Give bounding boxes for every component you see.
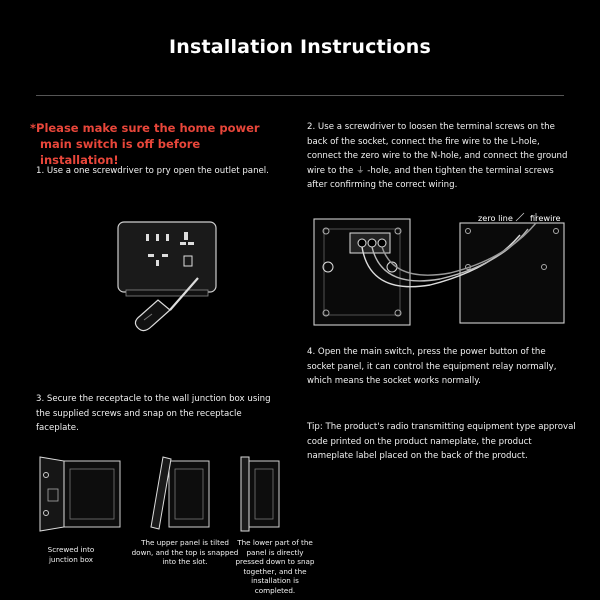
wiring-diagram xyxy=(310,215,580,335)
zero-line-label: zero line xyxy=(478,213,513,223)
warning-line-1: *Please make sure the home power xyxy=(30,121,260,135)
tip-text: Tip: The product's radio transmitting equipment type approval code printed on the product nameplate, the product nameplate label placed on the back of the product. xyxy=(307,422,576,462)
title-divider xyxy=(36,95,564,96)
step-1-text: 1. Use a one screwdriver to pry open the outlet panel. xyxy=(36,166,269,176)
caption-screwed-into-box: Screwed into junction box xyxy=(47,545,95,564)
caption-upper-panel-tilted: The upper panel is tilted down, and the top is snapped into the slot. xyxy=(131,538,239,566)
caption-lower-panel-pressed: The lower part of the panel is directly pressed down to snap together, and the installation is completed. xyxy=(235,538,315,595)
panel-press-illustration xyxy=(235,455,295,535)
warning-line-2: main switch is off before installation! xyxy=(40,137,201,167)
outlet-pry-illustration xyxy=(108,218,228,343)
safety-warning xyxy=(30,120,270,168)
page-title: Installation Instructions xyxy=(168,36,432,58)
panel-tilt-illustration xyxy=(145,455,225,535)
step-4-text: 4. Open the main switch, press the power button of the socket panel, it can control the equipment relay normally, which means the socket works normally. xyxy=(307,347,557,387)
firewire-label: firewire xyxy=(530,213,561,223)
step-2-text: 2. Use a screwdriver to loosen the terminal screws on the back of the socket, connect the fire wire to the L-hole, connect the zero wire to the N-hole, and connect the ground wire to the ⏚ -hole, and then tighten the terminal screws after confirming the correct wiring. xyxy=(307,122,568,191)
step-3-text: 3. Secure the receptacle to the wall junction box using the supplied screws and snap on the receptacle faceplate. xyxy=(36,394,271,434)
junction-box-illustration xyxy=(36,455,126,535)
